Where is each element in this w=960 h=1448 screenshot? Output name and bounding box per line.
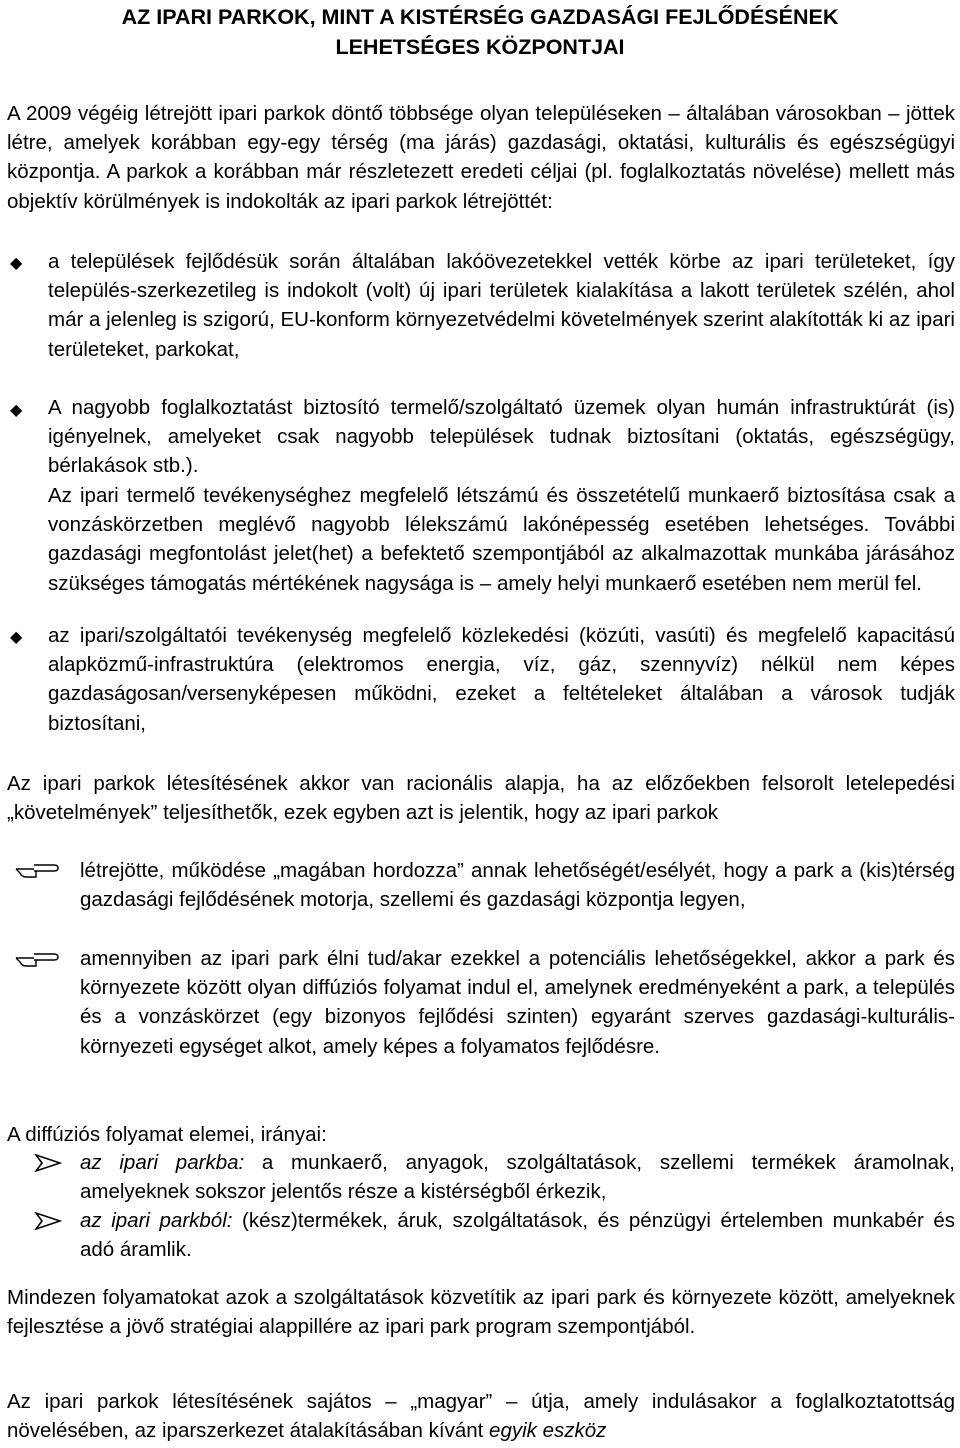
list-item-labour-continuation: Az ipari termelő tevékenységhez megfelelő létszámú és összetételű munkaerő biztosítása csak a vonzáskörzetben meglévő nagyobb lélekszámú lakónépesség esetében lehetséges. További gazdasági megfontolást jelet(het) a befektető szempontjából az alkalmazottak munkába járásához szükséges támogatás mértékének nagysága is – amely helyi munkaerő esetében nem merül fel.	[48, 484, 955, 595]
list-item-utilities: az ipari/szolgáltatói tevékenység megfelelő közlekedési (közúti, vasúti) és megfelelő kapacitású alapközmű-infrastruktúra (elektromos energia, víz, gáz, szennyvíz) nélkül nem képes gazdaságosan/versenyképesen működni, ezeket a feltételeket általában a városok tudják biztosítani,	[48, 624, 955, 735]
list-item-settlements: a települések fejlődésük során általában lakóövezetekkel vették körbe az ipari területeket, így település-szerkezetileg is indokolt (volt) új ipari területek kialakítása a lakott területek szélén, ahol már a jelenleg is szigorú, EU-konform környezetvédelmi követelmények szerint alakították ki az ipari területeket, parkokat,	[48, 250, 955, 361]
diamond-bullet-icon: ◆	[10, 255, 23, 272]
intro-paragraph: A 2009 végéig létrejött ipari parkok döntő többsége olyan településeken – általában városokban – jöttek létre, amelyek korábban egy-egy térség (ma járás) gazdasági, oktatási, kulturális és egészségügyi központja. A parkok a korábban már részletezett eredeti céljai (pl. foglalkoztatás növelése) mellett más objektív körülmények is indokolták az ipari parkok létrejöttét:	[7, 102, 955, 213]
hungarian-path-text: Az ipari parkok létesítésének sajátos – „magyar” – útja, amely indulásakor a foglalkoztatottság növelésében, az iparszerkezet átalakításában kívánt	[7, 1390, 955, 1443]
list-item-outflow	[80, 1206, 955, 1264]
outflow-text: (kész)termékek, áruk, szolgáltatások, és pénzügyi értelemben munkabér és adó áramlik.	[80, 1209, 956, 1262]
inflow-lead: az ipari parkba:	[80, 1151, 245, 1174]
paragraph-services: Mindezen folyamatokat azok a szolgáltatások közvetítik az ipari park és környezete között, amelyeknek fejlesztése a jövő stratégiai alappillére az ipari park program szempontjából.	[7, 1286, 955, 1339]
hungarian-path-italic: egyik eszköz	[489, 1419, 607, 1443]
title-line-2: LEHETSÉGES KÖZPONTJAI	[335, 35, 625, 59]
diamond-bullet-icon: ◆	[10, 629, 23, 646]
diamond-bullet-icon: ◆	[10, 402, 23, 419]
paragraph-hungarian-path	[7, 1387, 955, 1445]
list-item-growth-engine: létrejötte, működése „magában hordozza” annak lehetőségét/esélyét, hogy a park a (kis)térség gazdasági fejlődésének motorja, szellemi és gazdasági központja legyen,	[80, 859, 955, 912]
arrow-bullet-icon	[34, 1154, 62, 1172]
paragraph-diffusion-elements: A diffúziós folyamat elemei, irányai:	[7, 1123, 327, 1146]
arrow-bullet-icon	[34, 1212, 62, 1230]
title-line-1: AZ IPARI PARKOK, MINT A KISTÉRSÉG GAZDASÁGI FEJLŐDÉSÉNEK	[121, 5, 839, 29]
paragraph-rational-basis: Az ipari parkok létesítésének akkor van racionális alapja, ha az előzőekben felsorolt letelepedési „követelmények” teljesíthetők, ezek egyben azt is jelentik, hogy az ipari parkok	[7, 772, 955, 825]
inflow-text: a munkaerő, anyagok, szolgáltatások, szellemi termékek áramolnak, amelyeknek sokszor jelentős része a kistérségből érkezik,	[80, 1151, 955, 1204]
list-item-diffusion: amennyiben az ipari park élni tud/akar ezekkel a potenciális lehetőségekkel, akkor a park és környezete között olyan diffúziós folyamat indul el, amelynek eredményeként a park, a település és a vonzáskörzet (egy bizonyos fejlődési szinten) egyaránt szerves gazdasági-kulturális-környezeti egységet alkot, amely képes a folyamatos fejlődésre.	[80, 947, 955, 1058]
pointing-hand-icon	[14, 861, 60, 881]
list-item-infrastructure: A nagyobb foglalkoztatást biztosító termelő/szolgáltató üzemek olyan humán infrastruktúrát (is) igényelnek, amelyeket csak nagyobb települések tudnak biztosítani (oktatás, egészségügy, bérlakások stb.).	[48, 396, 955, 478]
list-item-inflow	[80, 1148, 955, 1206]
pointing-hand-icon	[14, 950, 60, 970]
outflow-lead: az ipari parkból:	[80, 1209, 233, 1232]
